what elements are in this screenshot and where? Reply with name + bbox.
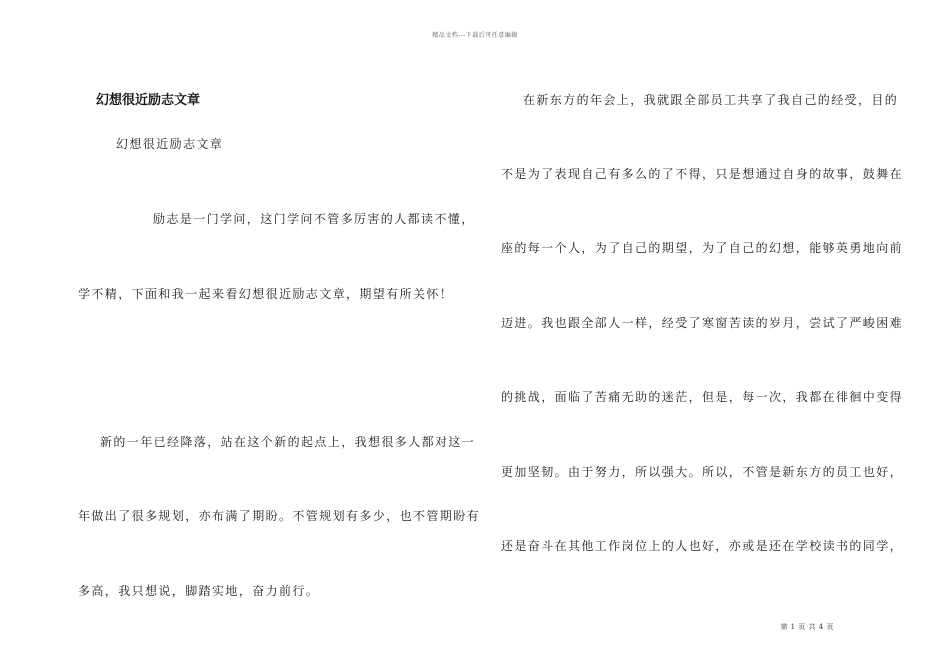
left-paragraph-line: 励志是一门学问，这门学问不管多厉害的人都读不懂， xyxy=(153,212,475,226)
header-note: 精品文档---下载后可任意编辑 xyxy=(432,32,518,39)
right-paragraph-line: 更加坚韧。由于努力，所以强大。所以，不管是新东方的员工也好， xyxy=(501,465,904,479)
right-paragraph-line: 还是奋斗在其他工作岗位上的人也好，亦或是还在学校读书的同学， xyxy=(501,539,904,553)
right-paragraph-line: 迈进。我也跟全部人一样，经受了寒窗苦读的岁月，尝试了严峻困难 xyxy=(501,316,904,330)
left-paragraph-line: 学不精，下面和我一起来看幻想很近励志文章，期望有所关怀！ xyxy=(78,287,454,301)
right-paragraph-line: 座的每一个人，为了自己的期望，为了自己的幻想，能够英勇地向前 xyxy=(501,241,904,255)
page-footer: 第 1 页 共 4 页 xyxy=(780,623,834,631)
left-paragraph-line: 新的一年已经降落，站在这个新的起点上，我想很多人都对这一 xyxy=(100,435,476,449)
document-title: 幻想很近励志文章 xyxy=(96,93,201,108)
right-paragraph-line: 在新东方的年会上，我就跟全部员工共享了我自己的经受，目的 xyxy=(523,93,899,107)
right-paragraph-line: 的挑战，面临了苦痛无助的迷茫，但是，每一次，我都在徘徊中变得 xyxy=(501,390,904,404)
left-paragraph-line: 年做出了很多规划，亦布满了期盼。不管规划有多少，也不管期盼有 xyxy=(78,509,481,523)
left-paragraph-line: 幻想很近励志文章 xyxy=(116,137,224,151)
right-paragraph-line: 不是为了表现自己有多么的了不得，只是想通过自身的故事，鼓舞在 xyxy=(501,167,904,181)
left-paragraph-line: 多高，我只想说，脚踏实地，奋力前行。 xyxy=(78,584,320,598)
